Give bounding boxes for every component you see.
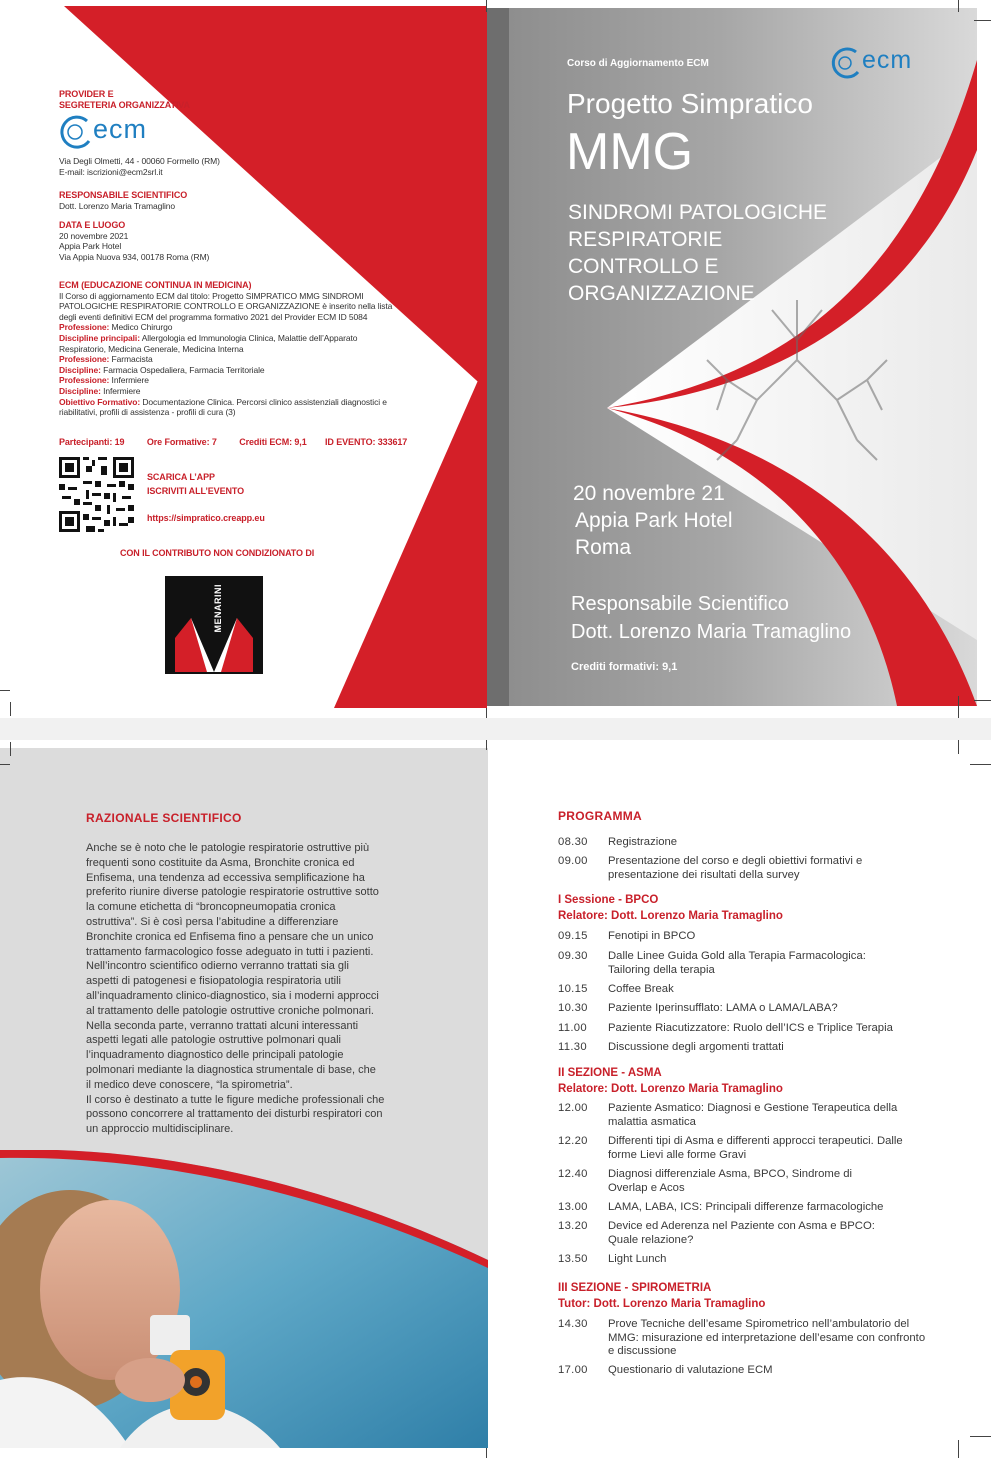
cover-city: Roma xyxy=(575,536,632,559)
ecm-logo-text: ecm xyxy=(93,114,148,144)
ecm-logo-circle xyxy=(57,114,95,150)
cover-date: 20 novembre 21 xyxy=(573,482,725,505)
crop-mark xyxy=(0,764,10,765)
crop-mark xyxy=(974,700,991,701)
spirometry-photo xyxy=(0,1150,488,1448)
qr-code[interactable] xyxy=(59,457,134,532)
session-title: III SEZIONE - SPIROMETRIA xyxy=(558,1282,712,1294)
crop-mark xyxy=(486,708,487,718)
stats-row xyxy=(59,437,407,448)
menarini-logo-text: MENARINI xyxy=(213,584,223,633)
cover-credits: Crediti formativi: 9,1 xyxy=(571,661,678,673)
crop-mark xyxy=(10,742,11,756)
stat-partecipanti: Partecipanti: 19 xyxy=(59,437,125,447)
crop-mark xyxy=(958,696,959,718)
session-title: I Sessione - BPCO xyxy=(558,894,659,906)
cover-resp xyxy=(571,590,851,646)
cover-ecm-logo-text: ecm xyxy=(862,46,913,74)
session-speaker: Relatore: Dott. Lorenzo Maria Tramaglino xyxy=(558,910,783,922)
cover-subtitle: SINDROMI PATOLOGICHE RESPIRATORIE CONTROLLO E ORGANIZZAZIONE xyxy=(568,201,828,305)
session-speaker: Tutor: Dott. Lorenzo Maria Tramaglino xyxy=(558,1298,766,1310)
session-speaker: Relatore: Dott. Lorenzo Maria Tramaglino xyxy=(558,1083,783,1095)
crop-mark xyxy=(970,764,991,765)
stat-id-evento: ID EVENTO: 333617 xyxy=(325,437,408,447)
provider-address: Via Degli Olmetti, 44 - 00060 Formello (RM) E-mail: iscrizioni@ecm2srl.it xyxy=(59,156,220,177)
cover-venue: Appia Park Hotel xyxy=(575,509,733,532)
crop-mark xyxy=(970,1436,991,1437)
cover-title-line2: MMG xyxy=(566,123,694,181)
menarini-logo xyxy=(165,576,263,674)
bottom-spread: RAZIONALE SCIENTIFICO Anche se è noto che le patologie respiratorie ostruttive più frequenti sono costituite da Asma, Bronchite cronica ed Enfisema, una tendenza ad eccessiva semplificazione ha preferito riunire diverse patologie respiratorie ostruttive sotto la comune etichetta di “broncopneumopatia cronica ostruttiva”. Si è così persa l’abitudine a differenziare Bronchite cronica ed Enfisema fino a pensare che un unico trattamento farmacologico fosse adeguato in tutti i pazienti. Nell’incontro scientifico odierno verranno trattati sia gli aspetti di patogenesi e fisiopatologia respiratoria utili all’inquadramento clinico-diagnostico, sia i moderni approcci al trattamento delle patologie ostruttive croniche polmonari. Nella seconda parte, verranno trattati alcuni interessanti aspetti legati alle patologie ostruttive polmonari quali l’inquadramento diagnostico delle principali patologie polmonari mediante la diagnostica strumentale di base, che il medico deve conoscere, “la spirometria”. Il corso è destinato a tutte le figure mediche professionali che possono concorrere al trattamento dei disturbi respiratori con un approccio multidisciplinare. PROGRAMMA 08.30 Registrazione 09.00 Presentazione del corso e degli obiettivi formativi e presentazione dei risultati della survey I Sessione - BPCO Relatore: Dott. Lorenzo Maria Tramaglino 09.15 Fenotipi in BPCO 09.30 Dalle Linee Guida Gold alla Terapia Farmacologica: Tailoring della terapia 10.15 Coffee Break 10.30 Paziente Iperinsufflato: LAMA o LAMA/LABA? 11.00 Paziente Riacutizzatore: Ruolo dell’ICS e Triplice Terapia 11.30 Discussione degli argomenti trattati II SEZIONE - ASMA Relatore: Dott. Lorenzo Maria Tramaglino 12.00 Paziente Asmatico: Diagnosi e Gestione Terapeutica della malattia asmatica 12.20 Differenti tipi di Asma e differenti approcci terapeutici. Dalle forme Lievi alle forme Gravi 12.40 Diagnosi differenziale Asma, BPCO, Sindrome di Overlap e Acos 13.00 LAMA, LABA, ICS: Principali differenze farmacologiche 13.20 Device ed Aderenza nel Paziente con Asma e BPCO: Quale relazione? 13.50 Light Lunch III SEZIONE - SPIROMETRIA Tutor: Dott. Lorenzo Maria Tramaglino 14.30 Prove Tecniche dell’esame Spirometrico nell’ambulatorio del MMG: misurazione ed interpretazione dell’esame con confronto e discussione 17.00 Questionario di valutazione ECM xyxy=(0,740,991,1458)
cover-title-line1: Progetto Simpratico xyxy=(567,88,813,119)
cover-resp-name: Dott. Lorenzo Maria Tramaglino xyxy=(571,621,852,643)
ecm-block: ECM (EDUCAZIONE CONTINUA IN MEDICINA) Il Corso di aggiornamento ECM dal titolo: Progetto SIMPRATICO MMG SINDROMI PATOLOGICHE RESPIRATORIE CONTROLLO E ORGANIZZAZIONE è inserito nella lista degli eventi definitivi ECM del programma formativo 2021 del Provider ECM ID 5084 Professione: Medico Chirurgo Discipline principali: Allergologia ed Immunologia Clinica, Malattie dell’Apparato Respiratorio, Medicina Generale, Medicina Interna Professione: Farmacista Discipline: Farmacia Ospedaliera, Farmacia Territoriale Professione: Infermiere Discipline: Infermiere Obiettivo Formativo: Documentazione Clinica. Percorsi clinico assistenziali diagnostici e riabilitativi, profili di assistenza - profili di cura (3) xyxy=(59,280,393,418)
crop-mark xyxy=(10,702,11,716)
top-spread xyxy=(0,0,991,718)
razionale-heading: RAZIONALE SCIENTIFICO xyxy=(86,811,242,825)
crop-mark xyxy=(958,1440,959,1458)
ecm-logo xyxy=(57,114,177,150)
session-title: II SEZIONE - ASMA xyxy=(558,1067,662,1079)
cover-event-info xyxy=(573,480,733,561)
cover-ecm-logo-circle xyxy=(828,46,864,80)
provider-heading: PROVIDER E SEGRETERIA ORGANIZZATIVA xyxy=(59,89,190,110)
crop-mark xyxy=(958,0,959,12)
app-block: SCARICA L’APP ISCRIVITI ALL’EVENTO xyxy=(147,472,245,496)
stat-crediti: Crediti ECM: 9,1 xyxy=(239,437,307,447)
data-luogo-block: DATA E LUOGO 20 novembre 2021 Appia Park Hotel Via Appia Nuova 934, 00178 Roma (RM) xyxy=(59,220,210,262)
cover-resp-label: Responsabile Scientifico xyxy=(571,593,789,615)
crop-mark xyxy=(486,740,487,750)
stat-ore: Ore Formative: 7 xyxy=(146,437,217,447)
cover-ecm-logo xyxy=(828,46,938,80)
razionale-body: Anche se è noto che le patologie respiratorie ostruttive più frequenti sono costituite da Asma, Bronchite cronica ed Enfisema, una tendenza ad eccessiva semplificazione ha preferito riunire diverse patologie respiratorie ostruttive sotto la comune etichetta di “broncopneumopatia cronica ostruttiva”. Si è così persa l’abitudine a differenziare Bronchite cronica ed Enfisema fino a pensare che un unico trattamento farmacologico fosse adeguato in tutti i pazienti. Nell’incontro scientifico odierno verranno trattati sia gli aspetti di patogenesi e fisiopatologia respiratoria utili all’inquadramento clinico-diagnostico, sia i moderni approcci al trattamento delle patologie ostruttive croniche polmonari. Nella seconda parte, verranno trattati alcuni interessanti aspetti legati alle patologie ostruttive polmonari quali l’inquadramento diagnostico delle principali patologie polmonari mediante la diagnostica strumentale di base, che il medico deve conoscere, “la spirometria”. Il corso è destinato a tutte le figure mediche professionali che possono concorrere al trattamento dei disturbi respiratori con un approccio multidisciplinare. xyxy=(86,842,385,1136)
crop-mark xyxy=(486,0,487,12)
app-url-link[interactable]: https://simpratico.creapp.eu xyxy=(147,513,265,523)
crop-mark xyxy=(974,20,991,21)
programma-heading: PROGRAMMA xyxy=(558,809,643,823)
sponsor-label: CON IL CONTRIBUTO NON CONDIZIONATO DI xyxy=(120,548,315,558)
crop-mark xyxy=(958,740,959,754)
course-type: Corso di Aggiornamento ECM xyxy=(567,58,709,69)
crop-mark xyxy=(0,690,10,691)
responsabile-block: RESPONSABILE SCIENTIFICO Dott. Lorenzo Maria Tramaglino xyxy=(59,190,188,211)
spread-gap xyxy=(0,718,991,740)
crop-mark xyxy=(486,1448,487,1458)
